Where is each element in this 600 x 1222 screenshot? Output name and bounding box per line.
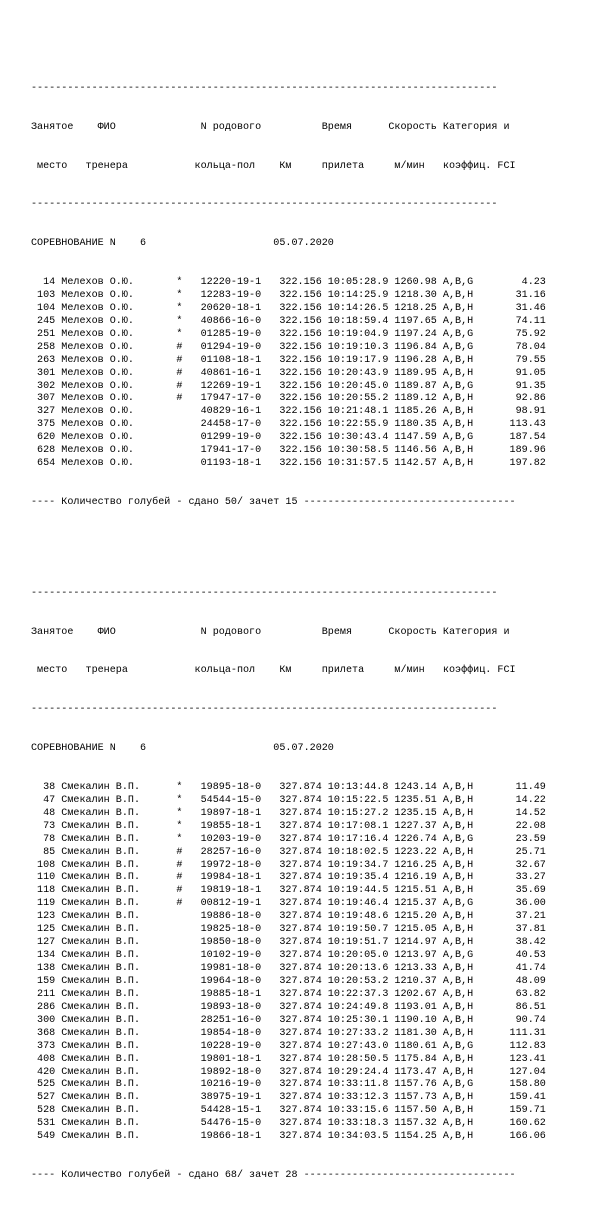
competition-heading: СОРЕВНОВАНИЕ N 6 05.07.2020 [31, 238, 334, 250]
result-row: 110 Смекалин В.П. # 19984-18-1 327.874 10:19:35.4 1216.19 A,B,H 33.27 [31, 872, 546, 884]
rule-line: ----------------------------------------------------------------------------- [31, 704, 498, 716]
result-row: 654 Мелехов О.Ю. 01193-18-1 322.156 10:31:57.5 1142.57 A,B,H 197.82 [31, 458, 546, 470]
rule-line: ----------------------------------------------------------------------------- [31, 587, 498, 599]
summary-footer: ---- Количество голубей - сдано 68/ зачет 28 ----------------------------------- [31, 1170, 516, 1182]
result-row: 134 Смекалин В.П. 10102-19-0 327.874 10:20:05.0 1213.97 A,B,G 40.53 [31, 950, 546, 962]
column-header-line-1: Занятое ФИО N родового Время Скорость Категория и [31, 626, 510, 638]
result-row: 420 Смекалин В.П. 19892-18-0 327.874 10:29:24.4 1173.47 A,B,H 127.04 [31, 1066, 546, 1078]
result-row: 104 Мелехов О.Ю. * 20620-18-1 322.156 10:14:26.5 1218.25 A,B,H 31.46 [31, 302, 546, 314]
results-block-smekalin [31, 562, 546, 1209]
result-row: 251 Мелехов О.Ю. * 01285-19-0 322.156 10:19:04.9 1197.24 A,B,G 75.92 [31, 328, 546, 340]
result-row: 408 Смекалин В.П. 19801-18-1 327.874 10:28:50.5 1175.84 A,B,H 123.41 [31, 1053, 546, 1065]
result-row: 368 Смекалин В.П. 19854-18-0 327.874 10:27:33.2 1181.30 A,B,H 111.31 [31, 1027, 546, 1039]
result-row: 245 Мелехов О.Ю. * 40866-16-0 322.156 10:18:59.4 1197.65 A,B,H 74.11 [31, 315, 546, 327]
result-row: 48 Смекалин В.П. * 19897-18-1 327.874 10:15:27.2 1235.15 A,B,H 14.52 [31, 807, 546, 819]
result-row: 525 Смекалин В.П. 10216-19-0 327.874 10:33:11.8 1157.76 A,B,G 158.80 [31, 1079, 546, 1091]
result-row: 258 Мелехов О.Ю. # 01294-19-0 322.156 10:19:10.3 1196.84 A,B,G 78.04 [31, 341, 546, 353]
result-row: 138 Смекалин В.П. 19981-18-0 327.874 10:20:13.6 1213.33 A,B,H 41.74 [31, 963, 546, 974]
result-row: 300 Смекалин В.П. 28251-16-0 327.874 10:25:30.1 1190.10 A,B,H 90.74 [31, 1014, 546, 1026]
summary-footer: ---- Количество голубей - сдано 50/ зачет 15 ----------------------------------- [31, 497, 516, 508]
rule-line: ----------------------------------------------------------------------------- [31, 199, 498, 211]
result-row: 527 Смекалин В.П. 38975-19-1 327.874 10:33:12.3 1157.73 A,B,H 159.41 [31, 1092, 546, 1104]
results-document [31, 31, 546, 1222]
column-header-line-2: место тренера кольца-пол Км прилета м/мин коэффиц. FCI [31, 665, 516, 677]
results-block-melekhov [31, 57, 546, 536]
result-row: 628 Мелехов О.Ю. 17941-17-0 322.156 10:30:58.5 1146.56 A,B,H 189.96 [31, 445, 546, 457]
result-row: 159 Смекалин В.П. 19964-18-0 327.874 10:20:53.2 1210.37 A,B,H 48.09 [31, 975, 546, 987]
results-rows [31, 782, 546, 1144]
result-row: 327 Мелехов О.Ю. 40829-16-1 322.156 10:21:48.1 1185.26 A,B,H 98.91 [31, 406, 546, 418]
result-row: 302 Мелехов О.Ю. # 12269-19-1 322.156 10:20:45.0 1189.87 A,B,G 91.35 [31, 380, 546, 392]
result-row: 38 Смекалин В.П. * 19895-18-0 327.874 10:13:44.8 1243.14 A,B,H 11.49 [31, 781, 546, 793]
result-row: 620 Мелехов О.Ю. 01299-19-0 322.156 10:30:43.4 1147.59 A,B,G 187.54 [31, 432, 546, 444]
column-header-line-2: место тренера кольца-пол Км прилета м/мин коэффиц. FCI [31, 160, 516, 172]
result-row: 375 Мелехов О.Ю. 24458-17-0 322.156 10:22:55.9 1180.35 A,B,H 113.43 [31, 419, 546, 431]
result-row: 528 Смекалин В.П. 54428-15-1 327.874 10:33:15.6 1157.50 A,B,H 159.71 [31, 1105, 546, 1117]
result-row: 531 Смекалин В.П. 54476-15-0 327.874 10:33:18.3 1157.32 A,B,H 160.62 [31, 1118, 546, 1130]
result-row: 211 Смекалин В.П. 19885-18-1 327.874 10:22:37.3 1202.67 A,B,H 63.82 [31, 988, 546, 1000]
results-rows [31, 277, 546, 471]
result-row: 373 Смекалин В.П. 10228-19-0 327.874 10:27:43.0 1180.61 A,B,G 112.83 [31, 1040, 546, 1052]
result-row: 118 Смекалин В.П. # 19819-18-1 327.874 10:19:44.5 1215.51 A,B,H 35.69 [31, 885, 546, 897]
result-row: 14 Мелехов О.Ю. * 12220-19-1 322.156 10:05:28.9 1260.98 A,B,G 4.23 [31, 277, 546, 289]
result-row: 73 Смекалин В.П. * 19855-18-1 327.874 10:17:08.1 1227.37 A,B,H 22.08 [31, 820, 546, 832]
column-header-line-1: Занятое ФИО N родового Время Скорость Категория и [31, 121, 510, 133]
result-row: 103 Мелехов О.Ю. * 12283-19-0 322.156 10:14:25.9 1218.30 A,B,H 31.16 [31, 289, 546, 301]
result-row: 286 Смекалин В.П. 19893-18-0 327.874 10:24:49.8 1193.01 A,B,H 86.51 [31, 1001, 546, 1013]
result-row: 108 Смекалин В.П. # 19972-18-0 327.874 10:19:34.7 1216.25 A,B,H 32.67 [31, 859, 546, 871]
result-row: 47 Смекалин В.П. * 54544-15-0 327.874 10:15:22.5 1235.51 A,B,H 14.22 [31, 794, 546, 806]
result-row: 78 Смекалин В.П. * 10203-19-0 327.874 10:17:16.4 1226.74 A,B,G 23.59 [31, 833, 546, 845]
competition-heading: СОРЕВНОВАНИЕ N 6 05.07.2020 [31, 743, 334, 755]
rule-line: ----------------------------------------------------------------------------- [31, 82, 498, 94]
result-row: 119 Смекалин В.П. # 00812-19-1 327.874 10:19:46.4 1215.37 A,B,G 36.00 [31, 898, 546, 910]
result-row: 85 Смекалин В.П. # 28257-16-0 327.874 10:18:02.5 1223.22 A,B,H 25.71 [31, 846, 546, 858]
result-row: 123 Смекалин В.П. 19886-18-0 327.874 10:19:48.6 1215.20 A,B,H 37.21 [31, 911, 546, 923]
result-row: 307 Мелехов О.Ю. # 17947-17-0 322.156 10:20:55.2 1189.12 A,B,H 92.86 [31, 393, 546, 405]
result-row: 263 Мелехов О.Ю. # 01108-18-1 322.156 10:19:17.9 1196.28 A,B,H 79.55 [31, 354, 546, 366]
result-row: 301 Мелехов О.Ю. # 40861-16-1 322.156 10:20:43.9 1189.95 A,B,H 91.05 [31, 367, 546, 379]
result-row: 549 Смекалин В.П. 19866-18-1 327.874 10:34:03.5 1154.25 A,B,H 166.06 [31, 1131, 546, 1143]
result-row: 125 Смекалин В.П. 19825-18-0 327.874 10:19:50.7 1215.05 A,B,H 37.81 [31, 924, 546, 936]
result-row: 127 Смекалин В.П. 19850-18-0 327.874 10:19:51.7 1214.97 A,B,H 38.42 [31, 937, 546, 949]
